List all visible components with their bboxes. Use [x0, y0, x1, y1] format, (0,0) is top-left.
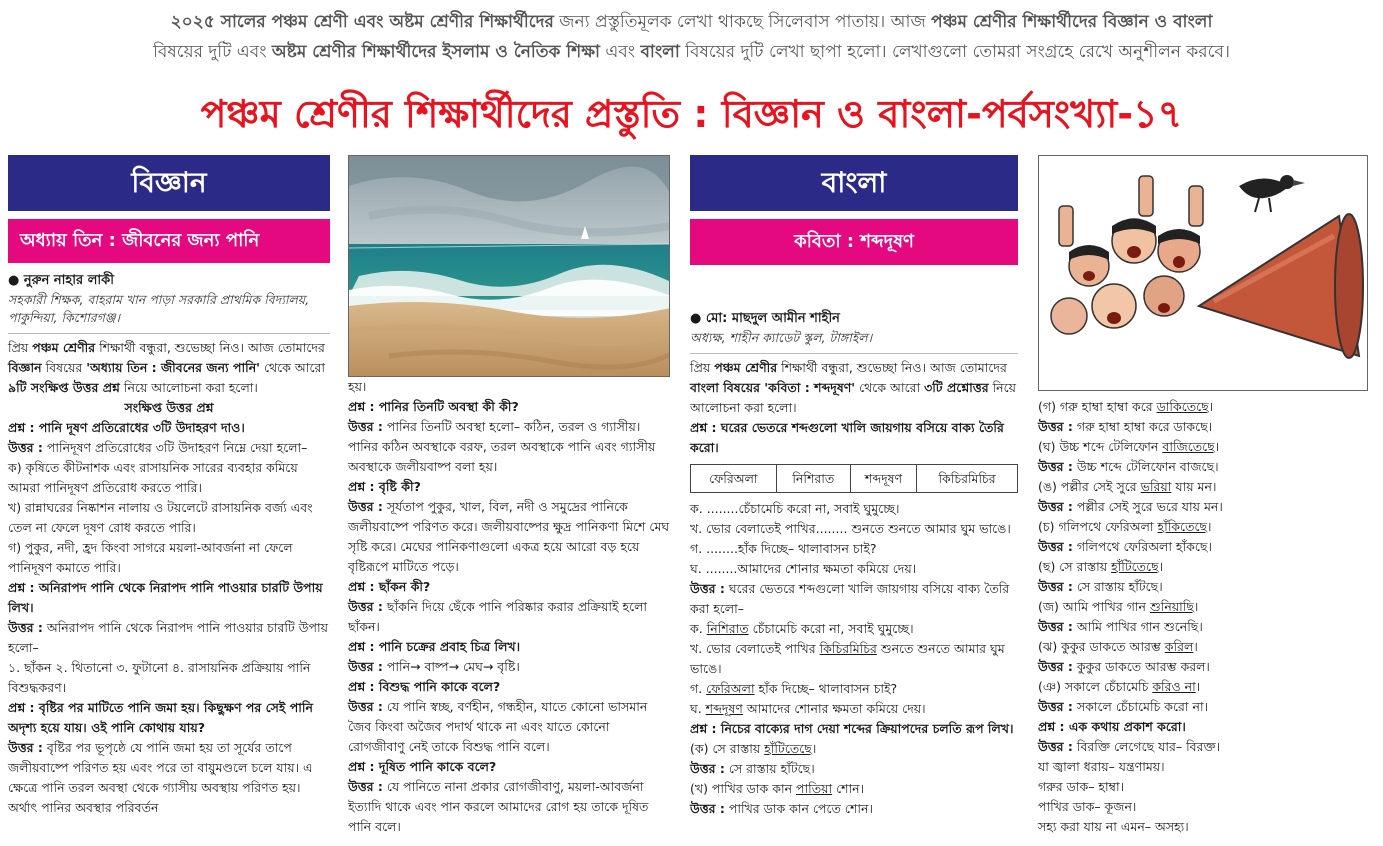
text: পানির তিনটি অবস্থা হলো– কঠিন, তরল ও গ্যাসীয়। পানির কঠিন অবস্থাকে বরফ, তরল অবস্থাকে পানি এবং গ্যাসীয় অবস্থাকে জলীয়বাষ্প বলা হয়।: [348, 419, 656, 474]
paragraph: [1038, 617, 1368, 637]
paragraph: [690, 519, 1018, 539]
bold-text: প্রশ্ন : বৃষ্টি কী?: [348, 479, 421, 494]
text: (ঞ) সকালে চেঁচামেচি: [1038, 679, 1153, 694]
text: ।: [811, 741, 817, 756]
text: হাঁক দিচ্ছে– থালাবাসন চাই?: [754, 681, 898, 696]
text: পাখির ডাক কান পেতে শোন।: [724, 801, 873, 816]
bold-text: প্রশ্ন : পানি চক্রের প্রবাহ চিত্র লিখ।: [348, 639, 521, 654]
paragraph: [8, 438, 330, 458]
text: সহ্য করা যায় না এমন– অসহ্য।: [1038, 819, 1189, 834]
bold-text: উত্তর :: [348, 779, 383, 794]
text: ১. ছাঁকন ২. থিতানো ৩. ফুটানো ৪. রাসায়নিক প্রক্রিয়ায় পানি বিশুদ্ধকরণ।: [8, 660, 311, 695]
paragraph: [8, 538, 330, 578]
text: আমি পাখির গান শুনেছি।: [1072, 619, 1203, 634]
text: এবং: [599, 42, 641, 62]
text: সূর্যতাপ পুকুর, খাল, বিল, নদী ও সমুদ্রের পানিকে জলীয়বাষ্পে পরিণত করে। জলীয়বাষ্পের ক্ষুদ্র পানিকণা মিশে মেঘ সৃষ্টি করে। মেঘের পানিকণাগুলো একত্র হয়ে আরো বড় হয়ে বৃষ্টিরূপে মাটিতে পড়ে।: [348, 499, 670, 574]
paragraph: [1038, 417, 1368, 437]
bold-text: উত্তর :: [8, 740, 43, 755]
paragraph: [1038, 777, 1368, 797]
text: জন্য প্রস্তুতিমূলক লেখা থাকছে সিলেবাস পাতায়। আজ: [553, 12, 932, 32]
text: (ঝ) কুকুর ডাকতে আরম্ভ: [1038, 639, 1165, 654]
question: [8, 418, 330, 438]
paragraph: [1038, 697, 1368, 717]
paragraph: [8, 738, 330, 818]
intro-line-2: [0, 40, 1383, 64]
text: (খ) পাখির ডাক কান: [690, 781, 797, 796]
bangla-body-1: [690, 499, 1018, 819]
underlined-word: ভরিয়া: [1140, 479, 1172, 494]
text: গরু হাম্বা হাম্বা করে ডাকছে।: [1072, 419, 1213, 434]
text: গ.: [690, 681, 707, 696]
text: প্রিয়: [8, 340, 33, 355]
bold-text: প্রশ্ন : ঘরের ভেতরে শব্দগুলো খালি জায়গায় বসিয়ে বাক্য তৈরি করো।: [690, 420, 1004, 455]
text: ।: [1214, 439, 1220, 454]
text: সে রাস্তায় হাঁটছে।: [1072, 579, 1163, 594]
sea-illustration: [348, 155, 670, 377]
paragraph: [1038, 577, 1368, 597]
paragraph: [1038, 437, 1368, 457]
text: ।: [1207, 519, 1212, 534]
text: (চ) গলিপথে ফেরিঅলা: [1038, 519, 1158, 534]
text: উচ্চ শব্দে টেলিফোন বাজছে।: [1072, 459, 1219, 474]
underlined-word: ডাকিতেছে: [1156, 399, 1209, 414]
text: চেঁচামেচি করো না, সবাই ঘুমুচ্ছে।: [748, 621, 914, 636]
intro-line-1: [0, 10, 1383, 34]
paragraph: [8, 618, 330, 658]
text: শোন।: [832, 781, 865, 796]
bold-text: উত্তর :: [348, 419, 383, 434]
bold-text: উত্তর :: [1038, 539, 1073, 554]
bold-text: প্রশ্ন : পানির তিনটি অবস্থা কী কী?: [348, 399, 519, 414]
bold-text: উত্তর :: [1038, 659, 1073, 674]
text: নিয়ে আলোচনা করা হলো।: [119, 380, 258, 395]
bold-text: উত্তর :: [8, 440, 43, 455]
text: ।: [1193, 599, 1199, 614]
bangla-affiliation: অধ্যক্ষ, শাহীন ক্যাডেট স্কুল, টাঙ্গাইল।: [690, 330, 873, 345]
science-affiliation: সহকারী শিক্ষক, বাহরাম খান পাড়া সরকারি প্রাথমিক বিদ্যালয়, পাকুন্দিয়া, কিশোরগঞ্জ।: [8, 292, 310, 325]
bold-text: ২০২৫ সালের পঞ্চম শ্রেণী এবং অষ্টম শ্রেণীর শিক্ষার্থীদের: [170, 12, 554, 32]
bold-text: পঞ্চম শ্রেণীর শিক্ষার্থীদের বিজ্ঞান ও বাংলা: [931, 12, 1213, 32]
bold-text: উত্তর :: [348, 659, 383, 674]
paragraph: [1038, 477, 1368, 497]
bold-text: উত্তর :: [348, 699, 383, 714]
bold-text: উত্তর :: [690, 581, 725, 596]
text: ক) কৃষিতে কীটনাশক এবং রাসায়নিক সারের ব্যবহার কমিয়ে আমরা পানিদূষণ প্রতিরোধ করতে পারি।: [8, 460, 298, 495]
bold-text: উত্তর :: [1038, 579, 1073, 594]
text: গ) পুকুর, নদী, হ্রদ কিংবা সাগরে ময়লা-আবর্জনা না ফেলে পানিদূষণ কমাতে পারি।: [8, 540, 293, 575]
subheading: [8, 398, 330, 418]
text: ।: [1193, 639, 1198, 654]
paragraph: [690, 579, 1018, 619]
underlined-word: শব্দদূষণ: [705, 701, 743, 716]
text: খ. ভোর বেলাতেই পাখির: [690, 641, 820, 656]
text: খ. ভোর বেলাতেই পাখির........ শুনতে শুনতে আমার ঘুম ভাঙে।: [690, 521, 1011, 536]
paragraph: [1038, 397, 1368, 417]
paragraph: [690, 739, 1018, 759]
paragraph: [690, 759, 1018, 779]
text: যে পানিতে নানা প্রকার রোগজীবাণু, ময়লা-আবর্জনা ইত্যাদি থাকে এবং পান করলে আমাদের রোগ হয় তাকে দূষিত পানি বলে।: [348, 779, 649, 834]
paragraph: [1038, 797, 1368, 817]
text: আমাদের শোনার ক্ষমতা কমিয়ে দেয়।: [742, 701, 926, 716]
underlined-word: হাঁটিতেছে: [764, 741, 812, 756]
underlined-word: করিল: [1164, 639, 1194, 654]
bold-text: উত্তর :: [690, 761, 725, 776]
bangla-heading: বাংলা: [690, 155, 1018, 211]
text: ছাঁকনি দিয়ে ছেঁকে পানি পরিষ্কার করার প্রক্রিয়াই হলো ছাঁকন।: [348, 599, 648, 634]
paragraph: [1038, 557, 1368, 577]
bold-text: উত্তর :: [1038, 459, 1073, 474]
paragraph: [348, 657, 670, 677]
text: পাখির ডাক– কূজন।: [1038, 799, 1137, 814]
bold-text: বাংলা: [640, 42, 680, 62]
paragraph: [348, 417, 670, 477]
science-chapter-banner: অধ্যায় তিন : জীবনের জন্য পানি: [8, 219, 330, 263]
paragraph: [1038, 657, 1368, 677]
underlined-word: নিশিরাত: [706, 621, 749, 636]
text: গরুর ডাক– হাম্বা।: [1038, 779, 1125, 794]
paragraph: [1038, 817, 1368, 837]
bold-text: অষ্টম শ্রেণীর শিক্ষার্থীদের ইসলাম ও নৈতিক শিক্ষা: [271, 42, 600, 62]
text: প্রিয়: [690, 360, 715, 375]
paragraph: [8, 658, 330, 698]
underlined-word: করিও না: [1152, 679, 1196, 694]
paragraph: [1038, 457, 1368, 477]
bold-text: বাংলা বিষয়ের 'কবিতা : শব্দদূষণ': [690, 380, 856, 395]
text: অনিরাপদ পানি থেকে নিরাপদ পানি পাওয়ার চারটি উপায় হলো–: [8, 620, 328, 655]
text: নিয়ে আলোচনা করা হলো।: [690, 380, 1017, 415]
text: শুনতে শুনতে আমার ঘুম ভাঙে।: [690, 641, 1005, 676]
text: পল্লীর সেই সুরে ভরে যায় মন।: [1072, 499, 1223, 514]
bold-text: উত্তর :: [348, 599, 383, 614]
bold-text: প্রশ্ন : ছাঁকন কী?: [348, 579, 431, 594]
paragraph: [348, 497, 670, 577]
question: [8, 578, 330, 618]
paragraph: [8, 338, 330, 398]
paragraph: [690, 619, 1018, 639]
science-body-2: [348, 377, 670, 837]
bold-text: প্রশ্ন : দূষিত পানি কাকে বলে?: [348, 759, 497, 774]
bold-text: পঞ্চম শ্রেণীর: [714, 360, 778, 375]
paragraph: [1038, 637, 1368, 657]
bold-text: প্রশ্ন : অনিরাপদ পানি থেকে নিরাপদ পানি পাওয়ার চারটি উপায় লিখ।: [8, 580, 323, 615]
word-box-cell: কিচিরমিচির: [917, 465, 1018, 493]
text: সকালে চেঁচামেচি করো না।: [1072, 699, 1209, 714]
paragraph: [1038, 517, 1368, 537]
text: কুকুর ডাকতে আরম্ভ করল।: [1072, 659, 1210, 674]
word-box-cell: নিশিরাত: [776, 465, 850, 493]
underlined-word: হাঁটিতেছে: [1111, 559, 1159, 574]
text: ।: [1208, 399, 1214, 414]
text: ক. ........চেঁচামেচি করো না, সবাই ঘুমুচ্ছে।: [690, 501, 900, 516]
text: ক.: [690, 621, 707, 636]
science-author: ● নুরুন নাহার লাকী: [8, 273, 114, 288]
science-column-1: [8, 155, 330, 818]
text: বিরক্তি লেগেছে যার– বিরক্ত।: [1072, 739, 1221, 754]
question: [348, 677, 670, 697]
paragraph: [690, 499, 1018, 519]
text: ঘ. ........আমাদের শোনার ক্ষমতা কমিয়ে দেয়।: [690, 561, 917, 576]
underlined-word: শুনিয়াছি: [1149, 599, 1194, 614]
question: [690, 719, 1018, 739]
bold-text: সংক্ষিপ্ত উত্তর প্রশ্ন: [124, 400, 214, 415]
bangla-column-1: [690, 155, 1018, 819]
paragraph: [690, 559, 1018, 579]
paragraph: [690, 358, 1018, 418]
underlined-word: কিচিরমিচির: [819, 641, 877, 656]
bangla-column-2: [1038, 155, 1368, 837]
underlined-word: হাঁকিতেছে: [1157, 519, 1208, 534]
question: [8, 698, 330, 738]
text: শিক্ষার্থী বন্ধুরা, শুভেচ্ছা নিও। আজ তোমাদের: [95, 340, 325, 355]
text: ঘ.: [690, 701, 706, 716]
text: পানি→ বাষ্প→ মেঘ→ বৃষ্টি।: [382, 659, 520, 674]
paragraph: [348, 777, 670, 837]
paragraph: [8, 498, 330, 538]
text: গ. ........হাঁক দিচ্ছে– থালাবাসন চাই?: [690, 541, 877, 556]
bold-text: উত্তর :: [1038, 499, 1073, 514]
text: পানিদূষণ প্রতিরোধের ৩টি উদাহরণ নিম্নে দেয়া হলো–: [42, 440, 308, 455]
paragraph: [1038, 597, 1368, 617]
underlined-word: ফেরিঅলা: [706, 681, 755, 696]
text: বিষয়ের: [41, 360, 87, 375]
text: গলিপথে ফেরিঅলা হাঁকছে।: [1072, 539, 1212, 554]
noise-illustration: [1038, 155, 1368, 391]
underlined-word: বাজিতেছে: [1162, 439, 1215, 454]
text: ।: [1195, 679, 1201, 694]
science-column-2: [348, 155, 670, 837]
bold-text: উত্তর :: [690, 801, 725, 816]
paragraph: [690, 639, 1018, 679]
text: শিক্ষার্থী বন্ধুরা, শুভেচ্ছা নিও। আজ তোমাদের: [777, 360, 1007, 375]
word-box-cell: ফেরিঅলা: [691, 465, 777, 493]
divider: [690, 353, 1018, 354]
paragraph: [1038, 737, 1368, 757]
question: [1038, 717, 1368, 737]
text: (জ) আমি পাখির গান: [1038, 599, 1150, 614]
bold-text: প্রশ্ন : বিশুদ্ধ পানি কাকে বলে?: [348, 679, 501, 694]
bold-text: উত্তর :: [1038, 699, 1073, 714]
bold-text: প্রশ্ন : নিচের বাক্যের দাগ দেয়া শব্দের ক্রিয়াপদের চলতি রূপ লিখ।: [690, 721, 1014, 736]
text: (ঙ) পল্লীর সেই সুরে: [1038, 479, 1141, 494]
paragraph: [8, 458, 330, 498]
text: বিষয়ের দুটি লেখা ছাপা হলো। লেখাগুলো তোমরা সংগ্রহে রেখে অনুশীলন করবে।: [679, 42, 1230, 62]
bangla-body-2: [1038, 397, 1368, 837]
bold-text: উত্তর :: [1038, 739, 1073, 754]
text: যে পানি স্বচ্ছ, বর্ণহীন, গন্ধহীন, যাতে কোনো ভাসমান জৈব কিংবা অজৈব পদার্থ থাকে না এবং যাতে কোনো রোগজীবাণু নেই তাকে বিশুদ্ধ পানি বলে।: [348, 699, 648, 754]
question: [348, 397, 670, 417]
paragraph: [348, 597, 670, 637]
bold-text: 'অধ্যায় তিন : জীবনের জন্য পানি': [86, 360, 260, 375]
paragraph: [690, 699, 1018, 719]
bold-text: পঞ্চম শ্রেণীর: [32, 340, 96, 355]
bold-text: উত্তর :: [1038, 419, 1073, 434]
paragraph: [1038, 757, 1368, 777]
text: খ) রান্নাঘরের নিষ্কাশন নালায় ও টয়লেটে রাসায়নিক বর্জ্য এবং তেল না ফেলে দূষণ রোধ করতে পারি।: [8, 500, 313, 535]
text: (ক) সে রাস্তায়: [690, 741, 765, 756]
bold-text: বিজ্ঞান: [8, 360, 42, 375]
paragraph: [690, 679, 1018, 699]
text: হয়।: [348, 379, 367, 394]
paragraph: [1038, 537, 1368, 557]
paragraph: [348, 377, 670, 397]
bangla-author: ● মো: মাছদুল আমীন শাহীন: [690, 311, 840, 326]
word-box-cell: শব্দদূষণ: [850, 465, 916, 493]
text: সে রাস্তায় হাঁটছে।: [724, 761, 815, 776]
paragraph: [690, 539, 1018, 559]
text: থেকে আরো: [260, 360, 325, 375]
text: যা জ্বালা ধরায়– যন্ত্রণাময়।: [1038, 759, 1165, 774]
underlined-word: পাতিয়া: [796, 781, 833, 796]
question: [348, 577, 670, 597]
paragraph: [1038, 497, 1368, 517]
text: যায় মন।: [1171, 479, 1217, 494]
divider: [8, 333, 330, 334]
science-body-1: [8, 338, 330, 818]
word-box: [690, 464, 1018, 493]
bold-text: প্রশ্ন : বৃষ্টির পর মাটিতে পানি জমা হয়। কিছুক্ষণ পর সেই পানি অদৃশ্য হয়ে যায়। ওই পানি কোথায় যায়?: [8, 700, 313, 735]
text: (ছ) সে রাস্তায়: [1038, 559, 1112, 574]
question: [690, 418, 1018, 458]
question: [348, 637, 670, 657]
question: [348, 477, 670, 497]
text: ।: [1158, 559, 1164, 574]
page-headline: পঞ্চম শ্রেণীর শিক্ষার্থীদের প্রস্তুতি : বিজ্ঞান ও বাংলা-পর্বসংখ্যা-১৭: [200, 92, 1183, 136]
text: ঘরের ভেতরে শব্দগুলো খালি জায়গায় বসিয়ে বাক্য তৈরি করা হলো–: [690, 581, 1010, 616]
bold-text: উত্তর :: [8, 620, 43, 635]
bold-text: উত্তর :: [348, 499, 383, 514]
text: বৃষ্টির পর ভূপৃষ্ঠে যে পানি জমা হয় তা সূর্যের তাপে জলীয়বাষ্পে পরিণত হয় এবং পরে তা বায়ুমণ্ডলে চলে যায়। এ ক্ষেত্রে পানি তরল অবস্থা থেকে গ্যাসীয় অবস্থায় পরিণত হয়। অর্থাৎ পানির অবস্থার পরিবর্তন: [8, 740, 313, 815]
text: (ঘ) উচ্চ শব্দে টেলিফোন: [1038, 439, 1163, 454]
bold-text: উত্তর :: [1038, 619, 1073, 634]
paragraph: [690, 779, 1018, 799]
paragraph: [690, 799, 1018, 819]
bangla-chapter-banner: কবিতা : শব্দদূষণ: [690, 219, 1018, 265]
science-heading: বিজ্ঞান: [8, 155, 330, 211]
text: থেকে আরো: [855, 380, 925, 395]
text: বিষয়ের দুটি এবং: [153, 42, 272, 62]
bold-text: প্রশ্ন : এক কথায় প্রকাশ করো।: [1038, 719, 1186, 734]
paragraph: [1038, 677, 1368, 697]
text: (গ) গরু হাম্বা হাম্বা করে: [1038, 399, 1157, 414]
bold-text: ৯টি সংক্ষিপ্ত উত্তর প্রশ্ন: [8, 380, 120, 395]
question: [348, 757, 670, 777]
bold-text: ৩টি প্রশ্নোত্তর: [924, 380, 989, 395]
bangla-intro: [690, 358, 1018, 458]
paragraph: [348, 697, 670, 757]
bold-text: প্রশ্ন : পানি দূষণ প্রতিরোধের ৩টি উদাহরণ দাও।: [8, 420, 245, 435]
